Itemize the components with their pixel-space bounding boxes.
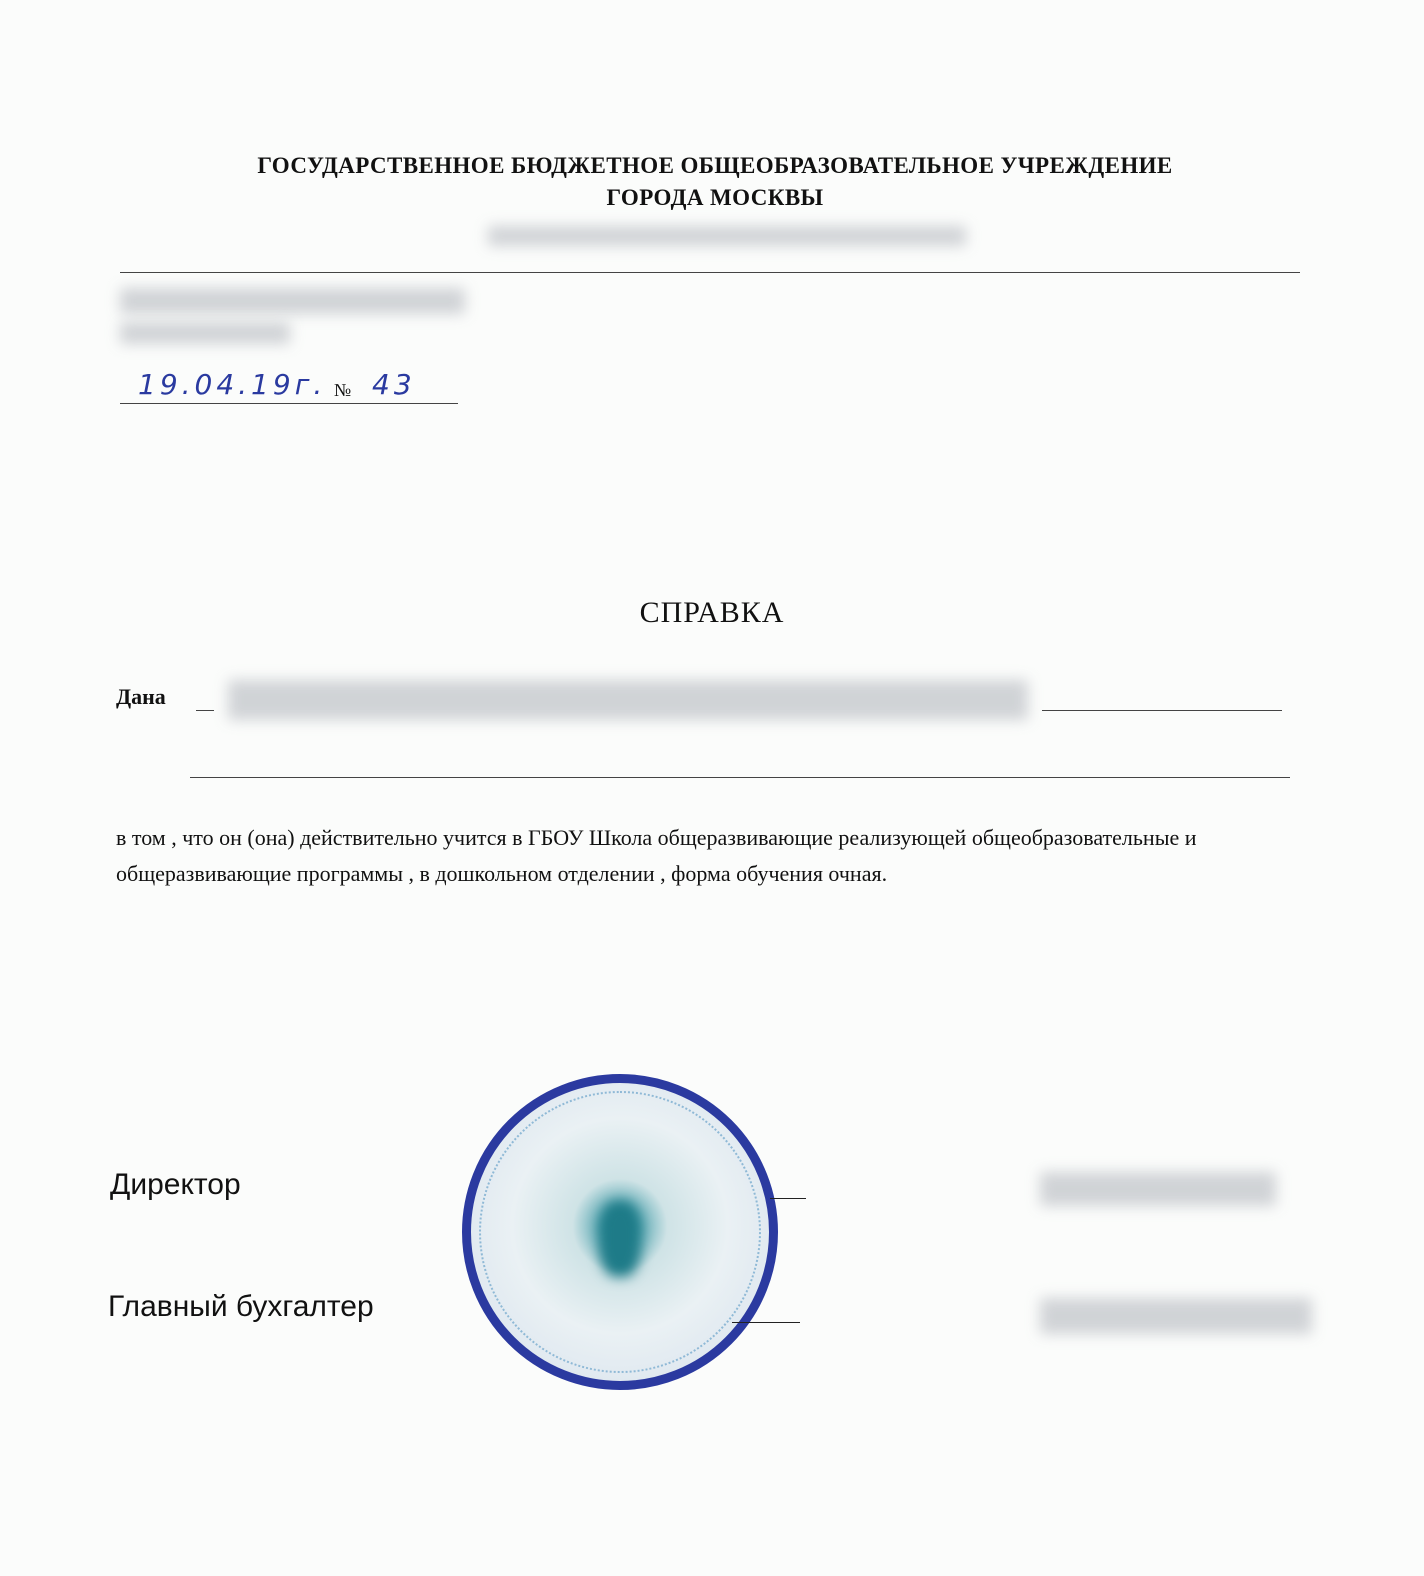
redacted-outgoing-line1 xyxy=(120,288,465,314)
redacted-student-name xyxy=(228,680,1028,720)
certificate-body-text: в том , что он (она) действительно учится в ГБОУ Школа общеразвивающие реализующей общеобразовательные и общеразвивающие программы , в дошкольном отделении , форма обучения очная. xyxy=(116,825,1197,886)
redacted-director-name xyxy=(1040,1172,1276,1206)
institution-name-line1: ГОСУДАРСТВЕННОЕ БЮДЖЕТНОЕ ОБЩЕОБРАЗОВАТЕЛЬНОЕ УЧРЕЖДЕНИЕ xyxy=(257,153,1173,178)
given-underline-end xyxy=(1042,710,1282,711)
second-name-line xyxy=(190,777,1290,778)
official-seal xyxy=(462,1074,778,1390)
document-title: СПРАВКА xyxy=(639,596,785,629)
seal-center-emblem xyxy=(599,1201,641,1277)
given-label: Дана xyxy=(116,684,166,709)
registration-date: 19.04.19г. xyxy=(138,368,327,401)
redacted-outgoing-line2 xyxy=(120,322,290,344)
director-signature-line xyxy=(770,1198,806,1199)
chief-accountant-label: Главный бухгалтер xyxy=(108,1290,374,1323)
registration-underline xyxy=(120,403,458,404)
director-label: Директор xyxy=(110,1168,241,1201)
accountant-signature-line xyxy=(732,1322,800,1323)
redacted-accountant-name xyxy=(1040,1298,1312,1334)
redacted-address xyxy=(488,226,966,246)
header-divider xyxy=(120,272,1300,273)
registration-number: 43 xyxy=(372,368,416,401)
registration-number-label: № xyxy=(334,380,352,400)
institution-name-line2: ГОРОДА МОСКВЫ xyxy=(606,185,824,210)
given-underline-start xyxy=(196,710,214,711)
